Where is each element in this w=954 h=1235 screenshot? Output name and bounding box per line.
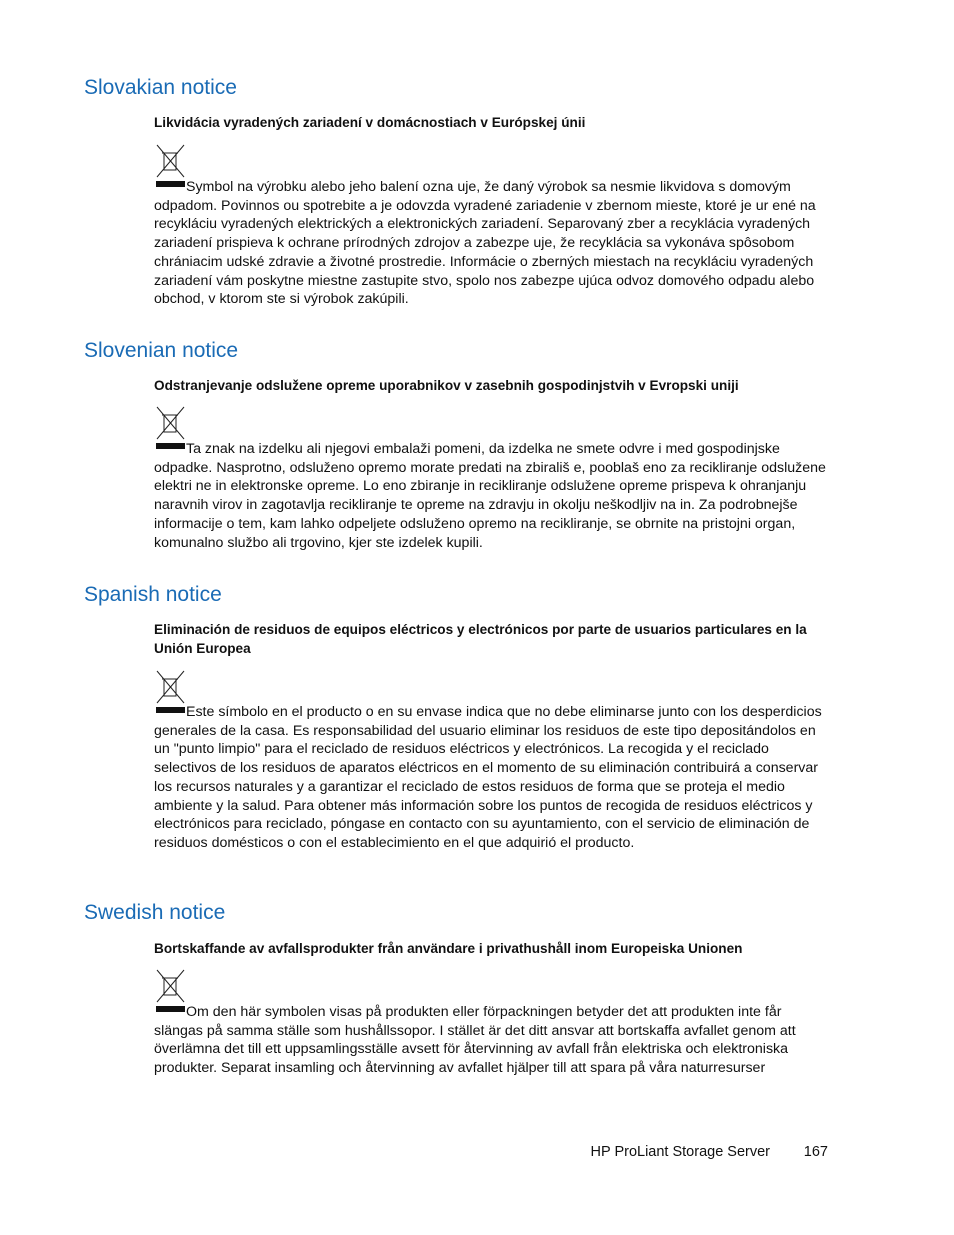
section-subheading-slovenian: Odstranjevanje odslužene opreme uporabnikov v zasebnih gospodinjstvih v Evropski uniji (154, 378, 739, 393)
section-heading-swedish: Swedish notice (84, 901, 226, 924)
section-heading-slovakian: Slovakian notice (84, 76, 237, 99)
section-body-slovenian: Ta znak na izdelku ali njegovi embalaži pomeni, da izdelka ne smete odvre i med gospodinjske odpadke. Nasprotno, odsluženo opremo morate predati na zbirališ e, pooblaš eno za recikliranje odslužene elektri ne in elektronske opreme. Lo eno zbiranje in recikliranje odslužene opreme prispeva k ohranjanju naravnih virov in zagotavlja recikliranje te opreme na zdravju in okolju neškodljiv na in. Za podrobnejše informacije o tem, kam lahko odpeljete odsluženo opremo na recikliranje, se obrnite na pristojni organ, komunalno službo ali trgovino, kjer ste izdelek kupili. (154, 441, 826, 551)
section-subheading-swedish: Bortskaffande av avfallsprodukter från användare i privathushåll inom Europeiska Unionen (154, 941, 743, 956)
section-heading-slovenian: Slovenian notice (84, 339, 239, 362)
section-body-spanish: Este símbolo en el producto o en su envase indica que no debe eliminarse junto con los desperdicios generales de la casa. Es responsabilidad del usuario eliminar los residuos de este tipo depositándolos en un "punto limpio" para el reciclado de residuos eléctricos y electrónicos. La recogida y el reciclado selectivos de los residuos de aparatos eléctricos en el momento de su eliminación contribuirá a conservar los recursos naturales y a garantizar el reciclado de estos residuos de forma que se proteja el medio ambiente y la salud. Para obtener más información sobre los puntos de recogida de residuos eléctricos y electrónicos para reciclado, póngase en contacto con su ayuntamiento, con el servicio de eliminación de residuos domésticos o con el establecimiento en el que adquirió el producto. (154, 704, 822, 851)
section-body-slovakian: Symbol na výrobku alebo jeho balení ozna uje, že daný výrobok sa nesmie likvidova s domovým odpadom. Povinnos ou spotrebite a je odovzda vyradené zariadenie v zbernom mieste, ktoré je ur ené na recykláciu vyradených elektrických a elektronických zariadení. Separovaný zber a recyklácia vyradených zariadení prispieva k ochrane prírodných zdrojov a zabezpe uje, že recyklácia sa vykonáva spôsobom chrániacim udské zdravie a životné prostredie. Informácie o zberných miestach na recykláciu vyradených zariadení vám poskytne miestne zastupite stvo, spolo nos zabezpe ujúca odvoz domového odpadu alebo obchod, v ktorom ste si výrobok zakúpili. (154, 179, 816, 308)
section-subheading-spanish: Eliminación de residuos de equipos eléctricos y electrónicos por parte de usuarios particulares en la Unión Europea (154, 622, 807, 656)
footer-page-number: 167 (803, 1144, 828, 1160)
section-body-swedish: Om den här symbolen visas på produkten eller förpackningen betyder det att produkten inte får slängas på samma ställe som hushållssopor. I stället är det ditt ansvar att bortskaffa avfallet genom att överlämna det till ett uppsamlingsställe avsett för återvinning av avfall från elektriska och elektroniska produkter. Separat insamling och återvinning av avfallet hjälper till att spara på våra naturresurser (154, 1004, 796, 1077)
footer-doc-title: HP ProLiant Storage Server (590, 1144, 770, 1160)
section-heading-spanish: Spanish notice (84, 583, 222, 606)
section-subheading-slovakian: Likvidácia vyradených zariadení v domácnostiach v Európskej únii (154, 115, 586, 130)
